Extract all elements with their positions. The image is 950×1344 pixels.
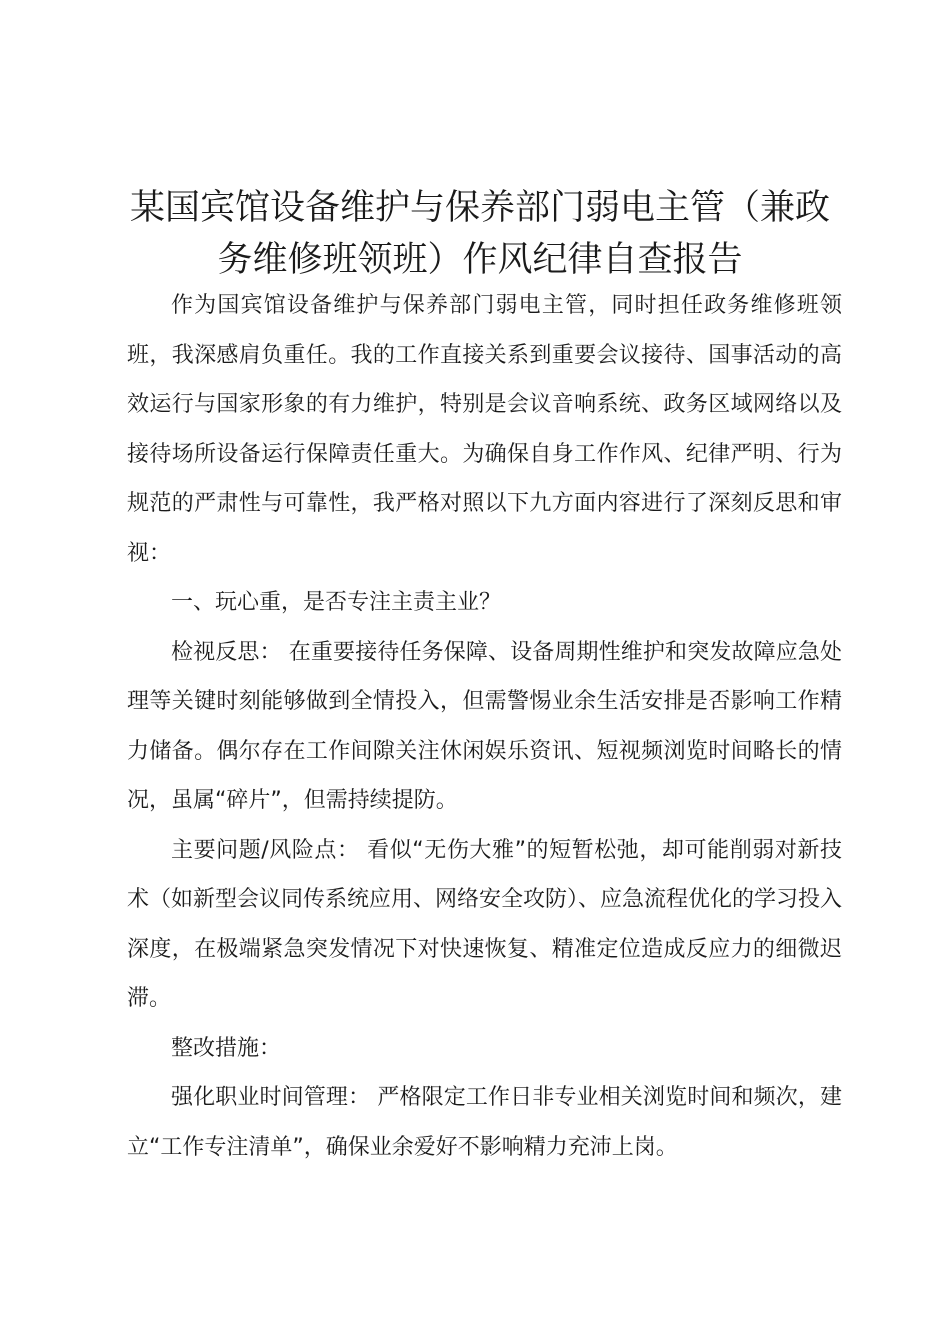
intro-paragraph: 作为国宾馆设备维护与保养部门弱电主管，同时担任政务维修班领班，我深感肩负重任。我的工作直接关系到重要会议接待、国事活动的高效运行与国家形象的有力维护，特别是会议音响系统、政务区域网络以及接待场所设备运行保障责任重大。为确保自身工作作风、纪律严明、行为规范的严肃性与可靠性，我严格对照以下九方面内容进行了深刻反思和审视： xyxy=(127,293,842,566)
measures-heading: 整改措施： xyxy=(171,1035,282,1061)
document-title xyxy=(120,182,840,286)
title-line-2: 务维修班领班）作风纪律自查报告 xyxy=(217,240,743,280)
title-line-1: 某国宾馆设备维护与保养部门弱电主管（兼政 xyxy=(129,188,830,228)
document-body xyxy=(127,281,842,1172)
measure-paragraph: 强化职业时间管理： 严格限定工作日非专业相关浏览时间和频次，建立“工作专注清单”，确保业余爱好不影响精力充沛上岗。 xyxy=(127,1085,842,1160)
review-paragraph: 检视反思： 在重要接待任务保障、设备周期性维护和突发故障应急处理等关键时刻能够做到全情投入，但需警惕业余生活安排是否影响工作精力储备。偶尔存在工作间隙关注休闲娱乐资讯、短视频浏览时间略长的情况，虽属“碎片”，但需持续提防。 xyxy=(127,639,842,813)
issues-paragraph: 主要问题/风险点： 看似“无伤大雅”的短暂松弛，却可能削弱对新技术（如新型会议同传系统应用、网络安全攻防）、应急流程优化的学习投入深度，在极端紧急突发情况下对快速恢复、精准定位造成反应力的细微迟滞。 xyxy=(127,837,843,1011)
section-heading: 一、玩心重，是否专注主责主业？ xyxy=(171,590,502,615)
